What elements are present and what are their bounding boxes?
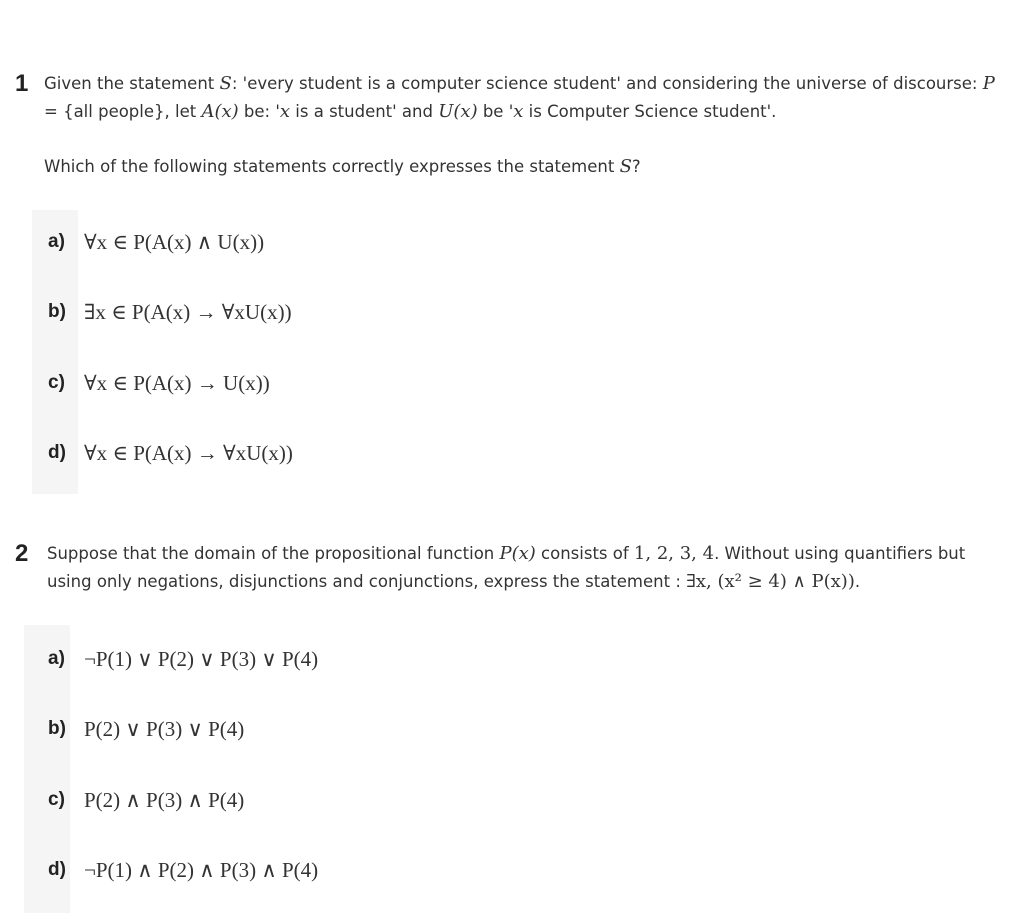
text-span: be: '	[238, 102, 280, 121]
text-span: be '	[477, 102, 514, 121]
option-letter: a)	[48, 648, 65, 669]
text-span: Suppose that the domain of the propositional function	[47, 544, 500, 563]
question-line	[47, 568, 1017, 596]
option-a[interactable]	[48, 641, 318, 677]
option-b[interactable]	[48, 294, 292, 330]
question-prompt	[44, 153, 1019, 181]
math-var: x	[513, 101, 524, 122]
text-span: consists of	[535, 544, 634, 563]
math-expr: 1, 2, 3, 4	[633, 543, 715, 564]
option-expression: P(2) ∨ P(3) ∨ P(4)	[84, 716, 245, 741]
math-var: P	[982, 73, 995, 94]
text-span: ?	[631, 157, 641, 176]
option-letter: a)	[48, 231, 65, 252]
math-expr: U(x)	[438, 101, 478, 122]
option-expression: P(2) ∧ P(3) ∧ P(4)	[84, 787, 245, 812]
question-text	[47, 540, 1017, 596]
text-span: = {all people}, let	[44, 102, 202, 121]
option-expression: ∀x ∈ P(A(x) → ∀xU(x))	[84, 440, 293, 465]
question-text	[44, 70, 1019, 181]
option-letter: b)	[48, 718, 66, 739]
option-letter: c)	[48, 789, 65, 810]
question-line	[44, 98, 1019, 126]
question-line	[44, 70, 1019, 98]
question-line	[47, 540, 1017, 568]
text-span: : 'every student is a computer science student' and considering the universe of discourse:	[231, 74, 983, 93]
option-expression: ¬P(1) ∨ P(2) ∨ P(3) ∨ P(4)	[84, 646, 319, 671]
option-b[interactable]	[48, 711, 244, 747]
option-c[interactable]	[48, 365, 270, 401]
option-expression: ∀x ∈ P(A(x) ∧ U(x))	[84, 229, 265, 254]
math-var: S	[219, 73, 232, 94]
text-span: is Computer Science student'.	[523, 102, 777, 121]
question-number: 2	[15, 540, 29, 567]
math-var: x	[279, 101, 291, 122]
option-d[interactable]	[48, 852, 318, 888]
text-span: . Without using quantifiers but	[714, 544, 966, 563]
text-span: Given the statement	[44, 74, 220, 93]
option-expression: ∀x ∈ P(A(x) → U(x))	[84, 370, 270, 395]
text-span: Which of the following statements correctly expresses the statement	[44, 157, 620, 176]
question-number: 1	[15, 70, 29, 97]
math-expr: A(x)	[201, 101, 239, 122]
math-expr: P(x)	[499, 543, 536, 564]
text-span: is a student' and	[290, 102, 439, 121]
text-span: using only negations, disjunctions and conjunctions, express the statement :	[47, 572, 687, 591]
option-a[interactable]	[48, 224, 264, 260]
text-span: .	[854, 572, 861, 591]
math-var: S	[619, 156, 632, 177]
option-expression: ∃x ∈ P(A(x) → ∀xU(x))	[84, 299, 292, 324]
option-expression: ¬P(1) ∧ P(2) ∧ P(3) ∧ P(4)	[84, 857, 319, 882]
option-d[interactable]	[48, 435, 293, 471]
option-letter: d)	[48, 442, 66, 463]
math-expr: ∃x, (x² ≥ 4) ∧ P(x))	[686, 571, 855, 592]
option-letter: c)	[48, 372, 65, 393]
option-letter: d)	[48, 859, 66, 880]
option-letter: b)	[48, 301, 66, 322]
option-c[interactable]	[48, 782, 244, 818]
